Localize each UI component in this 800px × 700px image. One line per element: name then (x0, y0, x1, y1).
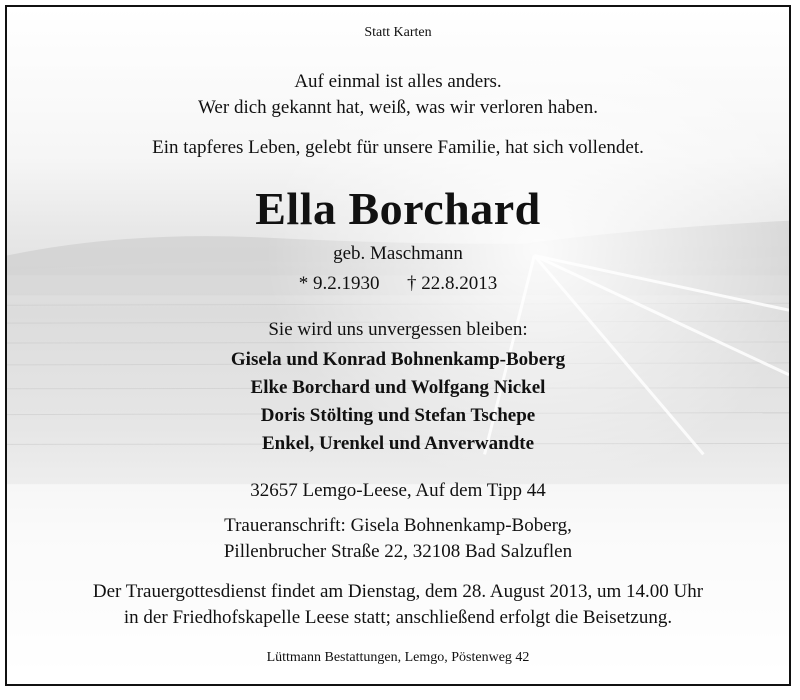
mourning-address-line-1: Traueranschrift: Gisela Bohnenkamp-Boberg, (224, 515, 572, 536)
undertaker-info: Lüttmann Bestattungen, Lemgo, Pöstenweg 42 (266, 650, 530, 665)
service-line-1: Der Trauergottesdienst findet am Dienstag, dem 28. August 2013, um 14.00 Uhr (92, 581, 704, 602)
life-dates (7, 273, 789, 295)
obituary-text (7, 7, 789, 684)
mourning-address-line-2: Pillenbrucher Straße 22, 32108 Bad Salzuflen (223, 541, 573, 562)
tribute-text: Ein tapferes Leben, gelebt für unsere Familie, hat sich vollendet. (152, 137, 644, 158)
mourner-3: Doris Stölting und Stefan Tschepe (260, 405, 536, 426)
service-line-2: in der Friedhofskapelle Leese statt; anschließend erfolgt die Beisetzung. (123, 607, 673, 628)
maiden-name: geb. Maschmann (333, 243, 463, 264)
mourner-2: Elke Borchard und Wolfgang Nickel (250, 377, 546, 398)
death-date: † 22.8.2013 (407, 273, 498, 294)
mourner-1: Gisela und Konrad Bohnenkamp-Boberg (230, 349, 566, 370)
obituary-card (5, 5, 791, 686)
deceased-name: Ella Borchard (255, 183, 541, 234)
quote-line-2: Wer dich gekannt hat, weiß, was wir verloren haben. (198, 97, 598, 118)
family-address: 32657 Lemgo-Leese, Auf dem Tipp 44 (250, 480, 546, 501)
mourner-4: Enkel, Urenkel und Anverwandte (261, 433, 535, 454)
birth-date: * 9.2.1930 (298, 273, 380, 294)
header-note: Statt Karten (364, 25, 432, 40)
quote-line-1: Auf einmal ist alles anders. (294, 71, 502, 92)
remembrance-text: Sie wird uns unvergessen bleiben: (268, 319, 528, 340)
